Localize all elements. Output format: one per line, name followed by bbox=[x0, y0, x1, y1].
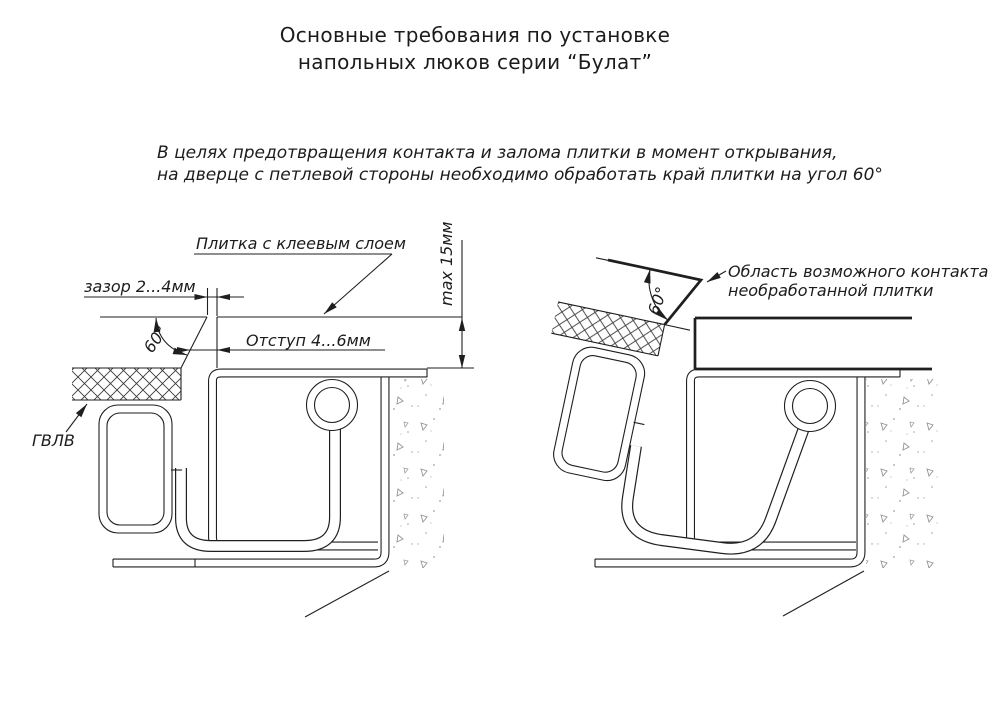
hinge-pivot-inner bbox=[793, 389, 828, 424]
fixed-tile-bold bbox=[695, 318, 932, 369]
note-line-2: на дверце с петлевой стороны необходимо обработать край плитки на угол 60° bbox=[157, 165, 883, 185]
title-line-2: напольных люков серии “Булат” bbox=[297, 50, 653, 74]
right-view-open bbox=[524, 252, 989, 616]
contact-label-line1: Область возможного контакта bbox=[728, 262, 989, 281]
title-line-1: Основные требования по установке bbox=[279, 23, 671, 47]
concrete-texture bbox=[866, 379, 938, 568]
break-line bbox=[783, 571, 864, 616]
left-view-closed bbox=[32, 222, 474, 617]
gvlv-label: ГВЛВ bbox=[32, 431, 75, 450]
dim-max-thickness bbox=[437, 222, 465, 368]
gap-label: зазор 2...4мм bbox=[84, 277, 196, 296]
angle-label-left: 60° bbox=[139, 322, 172, 357]
hinge-pivot-inner bbox=[315, 388, 350, 423]
tile-glue-label: Плитка с клеевым слоем bbox=[196, 234, 406, 253]
leader-gvlv bbox=[32, 404, 87, 450]
angle-label-right: 60° bbox=[643, 284, 672, 318]
note-line-1: В целях предотвращения контакта и залома плитки в момент открывания, bbox=[157, 143, 838, 163]
dim-offset bbox=[177, 331, 385, 353]
max-thickness-label: max 15мм bbox=[437, 221, 456, 306]
leader-tile-glue bbox=[194, 234, 406, 314]
break-line bbox=[305, 571, 389, 617]
door-leaf-open bbox=[524, 252, 701, 491]
contact-label-line2: необработанной плитки bbox=[728, 281, 934, 300]
concrete-texture bbox=[390, 379, 444, 568]
hinge-strap bbox=[181, 416, 335, 546]
offset-label: Отступ 4...6мм bbox=[246, 331, 371, 350]
dim-gap bbox=[84, 277, 244, 316]
leader-contact-area bbox=[707, 262, 988, 300]
